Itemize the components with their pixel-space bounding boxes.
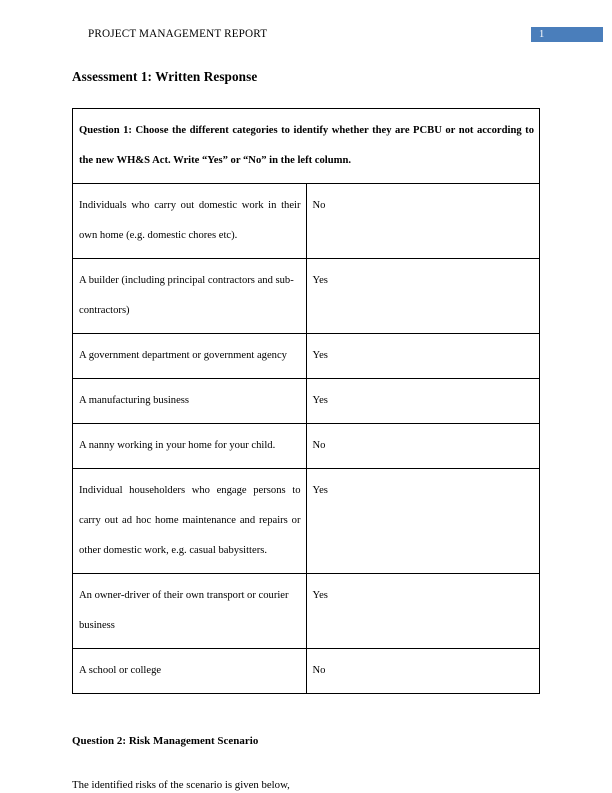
category-description: A government department or government agency [73, 334, 307, 379]
page-title: Assessment 1: Written Response [72, 69, 258, 84]
category-description: Individuals who carry out domestic work in their own home (e.g. domestic chores etc). [73, 184, 307, 259]
category-description: Individual householders who engage persons to carry out ad hoc home maintenance and repairs or other domestic work, e.g. casual babysitters. [73, 469, 307, 574]
document-body [72, 68, 540, 793]
table-header-row [73, 109, 540, 184]
question-1-prompt: Question 1: Choose the different categories to identify whether they are PCBU or not according to the new WH&S Act. Write “Yes” or “No” in the left column. [73, 109, 540, 184]
category-answer[interactable]: Yes [306, 259, 540, 334]
table-row [73, 184, 540, 259]
category-answer[interactable]: No [306, 649, 540, 694]
table-row [73, 649, 540, 694]
running-header-title: PROJECT MANAGEMENT REPORT [88, 28, 268, 40]
table-row [73, 574, 540, 649]
question-2-body: The identified risks of the scenario is given below, [72, 779, 290, 791]
category-answer[interactable]: No [306, 424, 540, 469]
category-answer[interactable]: Yes [306, 334, 540, 379]
table-row [73, 379, 540, 424]
page-number-badge: 1 [531, 27, 603, 42]
table-row [73, 424, 540, 469]
pcbu-classification-table [72, 108, 540, 694]
category-answer[interactable]: Yes [306, 574, 540, 649]
category-answer[interactable]: No [306, 184, 540, 259]
question-2-heading: Question 2: Risk Management Scenario [72, 735, 259, 747]
category-description: A school or college [73, 649, 307, 694]
table-row [73, 334, 540, 379]
category-description: An owner-driver of their own transport or courier business [73, 574, 307, 649]
category-answer[interactable]: Yes [306, 379, 540, 424]
table-row [73, 259, 540, 334]
category-description: A nanny working in your home for your child. [73, 424, 307, 469]
table-row [73, 469, 540, 574]
category-description: A builder (including principal contractors and sub-contractors) [73, 259, 307, 334]
running-header [0, 26, 612, 46]
category-answer[interactable]: Yes [306, 469, 540, 574]
category-description: A manufacturing business [73, 379, 307, 424]
